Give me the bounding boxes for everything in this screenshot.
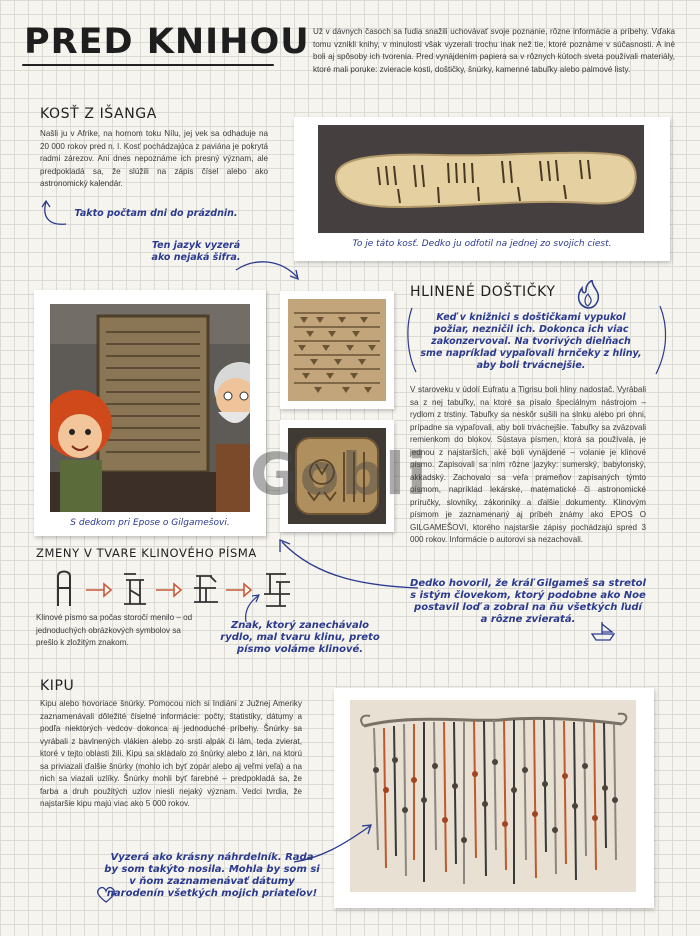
fire-note-bracket: [402, 300, 670, 378]
bone-photo-card: [294, 117, 670, 261]
gilgamesh-note-arrow: [262, 528, 422, 594]
title-underline: [22, 64, 274, 66]
quipu-heading: KIPU: [40, 678, 75, 694]
quipu-illustration: [350, 700, 636, 892]
cuneiform-heading: ZMENY V TVARE KLINOVÉHO PÍSMA: [36, 546, 257, 560]
quipu-text: Kipu alebo hovoriace šnúrky. Pomocou nich si Indiáni z Južnej Ameriky zaznamenávali dôležité číselné informácie: počty, štatistiky, dátumy a podľa niektorých vedcov dokonca aj jednoduché príbehy. Šnúrky sa vyrábali z bavlnených vlákien alebo zo srsti alpák či lám, teda zvierat, ktoré v tejto oblasti žili. Kipu sa skladalo zo šnúrky alebo z lán, na ktorú sa priviazali ďalšie šnúrky (mohlo ich byť zopár alebo aj veľmi veľa) a na nich sa viazali uzlíky. Šnúrky mohli byť farebné – predpokladá sa, že farba a druh použitých uzlov niesli nejaký význam. Vedci tvrdia, že najstaršie kipu majú viac ako 5 000 rokov.: [40, 699, 302, 808]
bone-caption: To je táto kosť. Dedko ju odfotil na jednej zo svojich ciest.: [352, 239, 612, 249]
cuneiform-note: Znak, ktorý zanechávalo rydlo, mal tvaru klinu, preto písmo voláme klinové.: [220, 620, 380, 655]
quipu-note: Vyzerá ako krásny náhrdelník. Rada by som takýto nosila. Mohla by som si v ňom zaznamenávať dátumy narodenín všetkých mojich priateľov!: [104, 852, 320, 899]
gilgamesh-caption: S dedkom pri Epose o Gilgamešovi.: [70, 518, 230, 528]
heart-icon: [96, 886, 116, 904]
bone-note-arrow: [36, 196, 72, 236]
quipu-photo-card: [334, 688, 654, 908]
tablet-photo-1: [280, 291, 394, 409]
bone-text: Našli ju v Afrike, na hornom toku Nílu, jej vek sa odhaduje na 20 000 rokov pred n. l. Kosť pochádzajúca z paviána je pokrytá radmi zárezov. Ani dnes nepoznáme ich presný význam, ale predpokladá sa, že slúžili na zápis čísel alebo ako astronomický kalendár.: [40, 129, 268, 188]
boat-icon: [590, 620, 616, 642]
gilgamesh-note: Dedko hovoril, že kráľ Gilgameš sa stretol s istým človekom, ktorý podobne ako Noe postavil loď a zobral na ňu všetkých ľudí a rôzne zvieratá.: [410, 578, 646, 625]
tablets-fire-note: Keď v knižnici s doštičkami vypukol požiar, nezničil ich. Dokonca ich viac zakonzervoval. Na tvorivých dielňach sme napríklad vypaľovali hrnčeky z hliny, aby boli trvácnejšie.: [420, 312, 642, 371]
tablet-illustration-1: [288, 299, 386, 401]
tablets-text: V staroveku v údolí Eufratu a Tigrisu boli hliny nadostač. Vyrábali sa z nej tabuľky, na ktoré sa písalo špeciálnym nástrojom – rydlom z trstiny. Tabuľky sa neskôr sušili na slnku alebo pri ohni, prípadne sa vypaľovali, aby boli trvácnejšie. Tabuľky sa zväzovali remienkom do blokov. Sústava písmen, ktorá sa používala, je jednou z najstarších, aké boli vynájdené – volanie je klinové písmo. Zapisovali sa ním rôzne jazyky: sumerský, babylonský, akkadský. Zachovalo sa veľa prameňov zapísaných týmto písmom, napríklad lekárske, matematické či astronomické príručky, slovníky, zákonníky a ďalšie dokumenty. Klinovým písmom je zaznamenaný aj príbeh známy ako EPOS O GILGAMEŠOVI, ktorého najstaršie zápisy pochádzajú spred 3 000 rokov. Informácie o autorovi sa nezachovali.: [410, 385, 646, 544]
bone-illustration: [318, 125, 644, 233]
tablets-language-note: Ten jazyk vyzerá ako nejaká šifra.: [151, 240, 241, 263]
watermark: Gobli: [250, 440, 429, 508]
tablets-heading: HLINENÉ DOŠTIČKY: [410, 284, 556, 300]
page-title: PRED KNIHOU: [24, 22, 310, 62]
quipu-note-arrow: [290, 822, 376, 866]
language-note-arrow: [232, 256, 304, 288]
cuneiform-note-arrow: [226, 590, 266, 624]
gilgamesh-photo-card: [34, 290, 266, 536]
bone-heading: KOSŤ Z IŠANGA: [40, 106, 157, 122]
gilgamesh-illustration: [50, 304, 250, 512]
intro-text: Už v dávnych časoch sa ľudia snažili uchovávať svoje poznanie, rôzne informácie a príbehy. Vďaka tomu vznikli knihy, v minulosti však vyzerali trochu inak než tie, ktoré poznáme v súčasnosti. A iné boli aj spôsoby ich tvorenia. Pred vynájdením papiera sa v rôznych kútoch sveta používali materiály, ktoré mali poruke: zvieracie kosti, doštičky, šnúrky, kamenné tabuľky alebo palmové listy.: [313, 27, 675, 74]
bone-note: Takto počtam dni do prázdnin.: [74, 208, 238, 219]
cuneiform-text: Klinové písmo sa počas storočí menilo – od jednoduchých obrázkových symbolov sa prešlo k zložitým znakom.: [36, 613, 193, 647]
